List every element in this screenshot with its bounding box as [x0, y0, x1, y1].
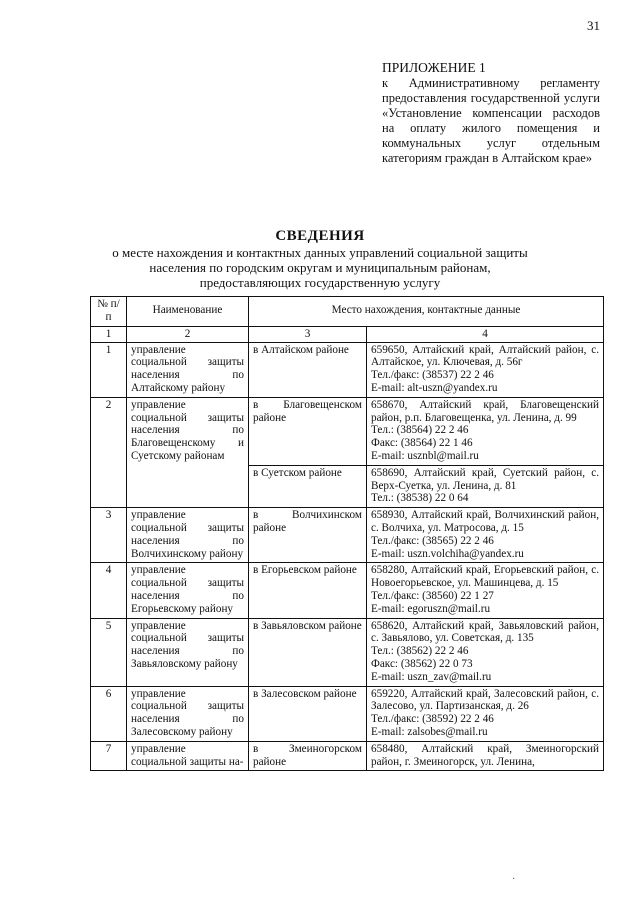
table-row — [91, 618, 604, 686]
col-index-4: 4 — [367, 326, 604, 342]
page-number: 31 — [587, 18, 600, 33]
office-name: управление социальной защиты населения по Егорьевскому району — [127, 563, 249, 618]
contact-details — [367, 618, 604, 686]
phone-line: Тел.: (38538) 22 0 64 — [371, 492, 469, 505]
scan-mark: · — [512, 874, 516, 885]
district: в Завьяловском районе — [249, 618, 367, 686]
document-title: СВЕДЕНИЯ — [275, 228, 365, 244]
col-index-1: 1 — [91, 326, 127, 342]
email-line: E-mail: uszn.volchiha@yandex.ru — [371, 547, 524, 560]
table-header-row — [91, 297, 604, 327]
email-line: E-mail: zalsobes@mail.ru — [371, 725, 488, 738]
row-number: 3 — [91, 508, 127, 563]
address-line: 659220, Алтайский край, Залесовский район, с. Залесово, ул. Партизанская, д. 26 — [371, 687, 599, 713]
office-name: управление социальной защиты населения по Залесовскому району — [127, 686, 249, 741]
phone-line: Тел./факс: (38565) 22 2 46 — [371, 534, 494, 547]
address-line: 658930, Алтайский край, Волчихинский район, с. Волчиха, ул. Матросова, д. 15 — [371, 509, 599, 534]
address-line: 658690, Алтайский край, Суетский район, с. Верх-Суетка, ул. Ленина, д. 81 — [371, 466, 599, 492]
office-name: управление социальной защиты населения по Благовещенскому и Суетскому районам — [127, 397, 249, 507]
address-line: 658280, Алтайский край, Егорьевский район, с. Новоегорьевское, ул. Машинцева, д. 15 — [371, 564, 599, 590]
header-num: № п/п — [91, 297, 127, 327]
title-block — [100, 228, 540, 290]
contact-details — [367, 563, 604, 618]
phone-line: Тел.: (38564) 22 2 46 — [371, 424, 469, 437]
office-name: управление социальной защиты населения по Волчихинскому району — [127, 508, 249, 563]
header-name: Наименование — [127, 297, 249, 327]
phone-line: Тел./факс: (38537) 22 2 46 — [371, 369, 494, 382]
district: в Залесовском районе — [249, 686, 367, 741]
row-number: 5 — [91, 618, 127, 686]
phone-line: Факс: (38562) 22 0 73 — [371, 657, 473, 670]
address-line: 658480, Алтайский край, Змеиногорский район, г. Змеиногорск, ул. Ленина, — [371, 742, 599, 768]
appendix-text: к Административному регламенту предоставления государственной услуги «Установление компенсации расходов на оплату жилого помещения и коммунальных услуг отдельным категориям граждан в Алтайском крае» — [382, 76, 600, 165]
table-row — [91, 342, 604, 397]
email-line: E-mail: alt-uszn@yandex.ru — [371, 381, 498, 394]
office-name: управление социальной защиты на- — [127, 741, 249, 771]
district: в Егорьевском районе — [249, 563, 367, 618]
column-index-row — [91, 326, 604, 342]
address-line: 658620, Алтайский край, Завьяловский район, с. Завьялово, ул. Советская, д. 135 — [371, 619, 599, 645]
district: в Благовещенском районе — [249, 397, 367, 465]
district: в Змеиногорском районе — [249, 741, 367, 771]
table-row — [91, 686, 604, 741]
table-row — [91, 741, 604, 771]
address-line: 659650, Алтайский край, Алтайский район, с. Алтайское, ул. Ключевая, д. 56г — [371, 343, 599, 369]
contact-details — [367, 508, 604, 563]
row-number: 6 — [91, 686, 127, 741]
header-location: Место нахождения, контактные данные — [249, 297, 604, 327]
district: в Алтайском районе — [249, 342, 367, 397]
row-number: 1 — [91, 342, 127, 397]
contact-details — [367, 397, 604, 465]
phone-line: Тел./факс: (38560) 22 1 27 — [371, 589, 494, 602]
table-row — [91, 563, 604, 618]
office-name: управление социальной защиты населения по Завьяловскому району — [127, 618, 249, 686]
phone-line: Тел.: (38562) 22 2 46 — [371, 645, 469, 658]
contact-details — [367, 686, 604, 741]
offices-table — [90, 296, 604, 771]
email-line: E-mail: egoruszn@mail.ru — [371, 602, 491, 615]
phone-line: Факс: (38564) 22 1 46 — [371, 437, 473, 450]
email-line: E-mail: uszn_zav@mail.ru — [371, 670, 492, 683]
district: в Волчихинском районе — [249, 508, 367, 563]
contact-details — [367, 465, 604, 507]
contact-details — [367, 342, 604, 397]
district: в Суетском районе — [249, 465, 367, 507]
table-body — [91, 342, 604, 771]
phone-line: Тел./факс: (38592) 22 2 46 — [371, 713, 494, 726]
appendix-block — [382, 60, 600, 166]
contact-details — [367, 741, 604, 771]
address-line: 658670, Алтайский край, Благовещенский район, р.п. Благовещенка, ул. Ленина, д. 99 — [371, 398, 599, 424]
col-index-3: 3 — [249, 326, 367, 342]
email-line: E-mail: usznbl@mail.ru — [371, 449, 479, 462]
row-number: 4 — [91, 563, 127, 618]
row-number: 2 — [91, 397, 127, 507]
document-subtitle: о месте нахождения и контактных данных управлений социальной защиты населения по городским округам и муниципальным районам, предоставляющих государственную услугу — [112, 245, 528, 290]
table-row — [91, 508, 604, 563]
appendix-heading: ПРИЛОЖЕНИЕ 1 — [382, 60, 486, 75]
row-number: 7 — [91, 741, 127, 771]
col-index-2: 2 — [127, 326, 249, 342]
office-name: управление социальной защиты населения по Алтайскому району — [127, 342, 249, 397]
table-row — [91, 397, 604, 465]
